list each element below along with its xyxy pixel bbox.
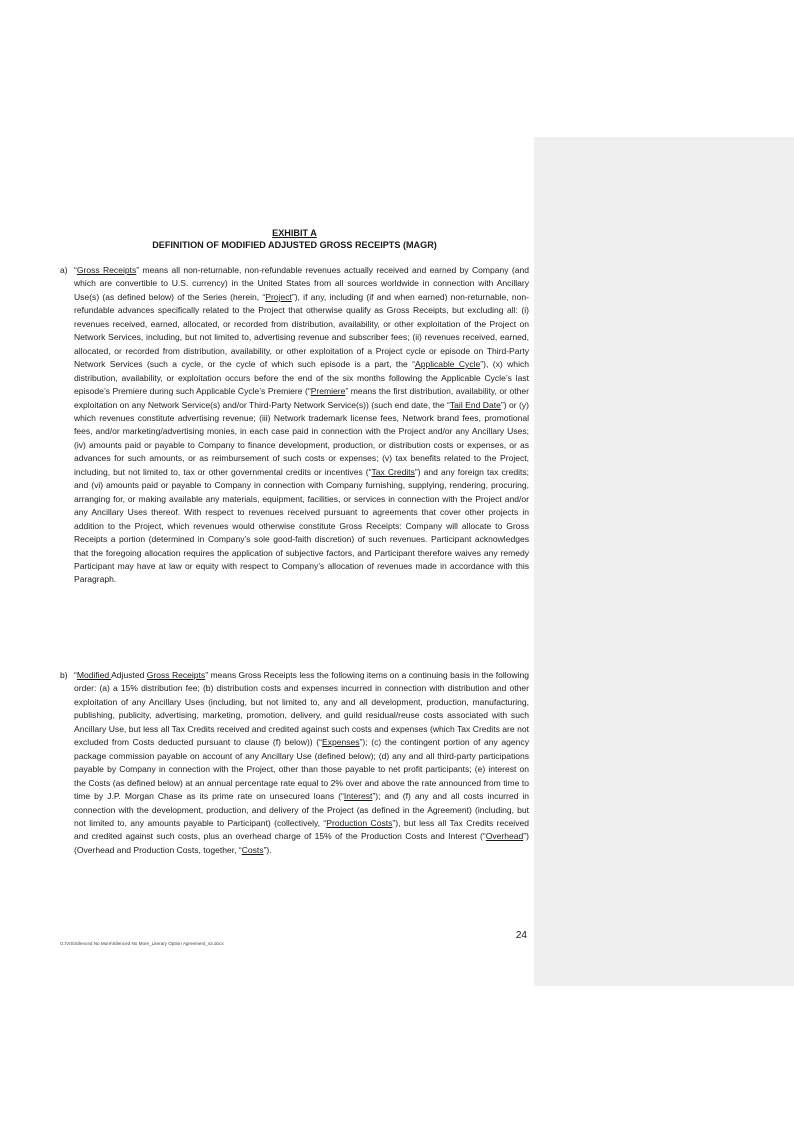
clause-b-body xyxy=(74,669,529,857)
clause-b-text-2: ”); (c) the contingent portion of any agency package commission payable on account of any Ancillary Use (defined below); (d) any and all third-party participations payable by Company in connection with the Project, other than those payable to net profit participants; (e) interest on the Costs (as defined below) at an annual percentage rate equal to 2% over and above the rate announced from time to time by J.P. Morgan Chase as its prime rate on unsecured loans (“ xyxy=(74,737,529,802)
quote: “ xyxy=(74,265,77,275)
clause-a-text-3: ”), (x) which distribution, availability, or exploitation occurs before the end of the six months following the Applicable Cycle’s last episode’s Premiere during such Applicable Cycle’s Premiere (“ xyxy=(74,359,529,397)
defined-term-applicable-cycle: Applicable Cycle xyxy=(415,359,481,370)
clause-a-label: a) xyxy=(60,265,68,275)
defined-term-modified: Modified xyxy=(76,670,112,680)
clause-a-text-6: ”) and any foreign tax credits; and (vi) amounts paid or payable to Company in connection with Company furnishing, supplying, rendering, procuring, arranging for, or making available any materials, equipment, facilities, or services in connection with the Project and/or any Ancillary Uses thereof. With respect to revenues received pursuant to agreements that cover other projects in addition to the Project, which revenues would otherwise constitute Gross Receipts: Company will allocate to Gross Receipts a portion (determined in Company’s sole good-faith discretion) of such revenues. Participant acknowledges that the foregoing allocation requires the application of subjective factors, and Participant therefore waives any remedy Participant may have at law or equity with respect to Company’s allocation of revenues made in accordance with this Paragraph. xyxy=(74,466,529,585)
defined-term-tax-credits: Tax Credits xyxy=(371,466,415,477)
clause-b-text-6: ”). xyxy=(263,844,272,855)
defined-term-gross-receipts: Gross Receipts xyxy=(76,265,137,275)
defined-term-expenses: Expenses xyxy=(321,737,360,748)
defined-term-gross-receipts: Gross Receipts xyxy=(146,670,206,680)
comment-pane xyxy=(534,137,794,986)
clause-a xyxy=(60,264,529,587)
exhibit-title: EXHIBIT A xyxy=(272,228,317,238)
defined-term-interest: Interest xyxy=(343,791,373,802)
quote: “ xyxy=(74,670,77,680)
defined-term-production-costs: Production Costs xyxy=(326,817,393,828)
adjusted-word: Adjusted xyxy=(111,670,147,680)
clause-a-text-4: ” means the first distribution, availability, or other exploitation on any Network Service(s) and/or Third-Party Network Service(s)) (such end date, the “ xyxy=(74,386,529,410)
clause-b xyxy=(60,669,529,857)
clause-b-text-1: ” means Gross Receipts less the following items on a continuing basis in the following order: (a) a 15% distribution fee; (b) distribution costs and expenses incurred in connection with distribution and other exploitation of any Ancillary Uses (including, but not limited to, any and all development, production, manufacturing, publishing, publicity, advertising, marketing, promotion, delivery, and guild residual/reuse costs associated with such Ancillary Use, but less all Tax Credits received and credited against such costs and expenses (which Tax Credits are not excluded from Costs deducted pursuant to clause (f) below)) (“ xyxy=(74,670,529,748)
clause-b-text-4: ”), but less all Tax Credits received and credited against such costs, plus an overhead charge of 15% of the Production Costs and Interest (“ xyxy=(74,817,529,842)
clause-b-label: b) xyxy=(60,670,68,680)
document-page xyxy=(60,0,529,1123)
defined-term-costs: Costs xyxy=(241,844,264,855)
defined-term-project: Project xyxy=(265,291,292,302)
clause-a-text-1: ” means all non-returnable, non-refundable revenues actually received and earned by Company (and which are convertible to U.S. currency) in the United States from all sources worldwide in connection with Ancillary Use(s) (as defined below) of the Series (herein, “ xyxy=(74,265,530,302)
defined-term-premiere: Premiere xyxy=(310,386,346,397)
clause-b-text-3: ”); and (f) any and all costs incurred in connection with the development, production, and delivery of the Project (as defined in the Agreement) (including, but not limited to, any amounts payable to Participant) (collectively, “ xyxy=(74,791,529,828)
defined-term-overhead: Overhead xyxy=(485,831,524,842)
defined-term-tail-end-date: Tail End Date xyxy=(449,399,501,410)
page-number: 24 xyxy=(515,930,527,941)
clause-a-body xyxy=(74,264,529,587)
exhibit-subtitle: DEFINITION OF MODIFIED ADJUSTED GROSS RECEIPTS (MAGR) xyxy=(152,240,437,250)
clause-a-text-2: ”), if any, including (if and when earned) non-returnable, non-refundable advances specifically related to the Project that otherwise qualify as Gross Receipts, but excluding all: (i) revenues received, earned, allocated, or recorded from distribution, availability, or other exploitation of the Project on Network Services, including, but not limited to, advertising revenue and subscriber fees; (ii) revenues received, earned, allocated, or recorded from distribution, availability, or other exploitation of a Project cycle or episode on Third-Party Network Services (such a cycle, or the cycle of which such episode is a part, the “ xyxy=(74,291,529,370)
clause-b-text-5: ”) (Overhead and Production Costs, together, “ xyxy=(74,831,529,855)
footer-file-path: G:\VIS\Silenced No More\Silenced No More_Literary Option Agreement_v2.docx xyxy=(60,941,224,946)
clause-a-text-5: ”) or (y) which revenues constitute advertising revenue; (iii) Network trademark license fees, Network brand fees, promotional fees, and/or marketing/advertising monies, in each case paid in connection with the Project and/or any Ancillary Uses; (iv) amounts paid or payable to Company to finance development, production, or distribution costs or expenses, or as advances for such amounts, or as reimbursement of such costs or expenses; (v) tax benefits related to the Project, including, but not limited to, tax or other governmental credits or incentives (“ xyxy=(74,399,530,477)
